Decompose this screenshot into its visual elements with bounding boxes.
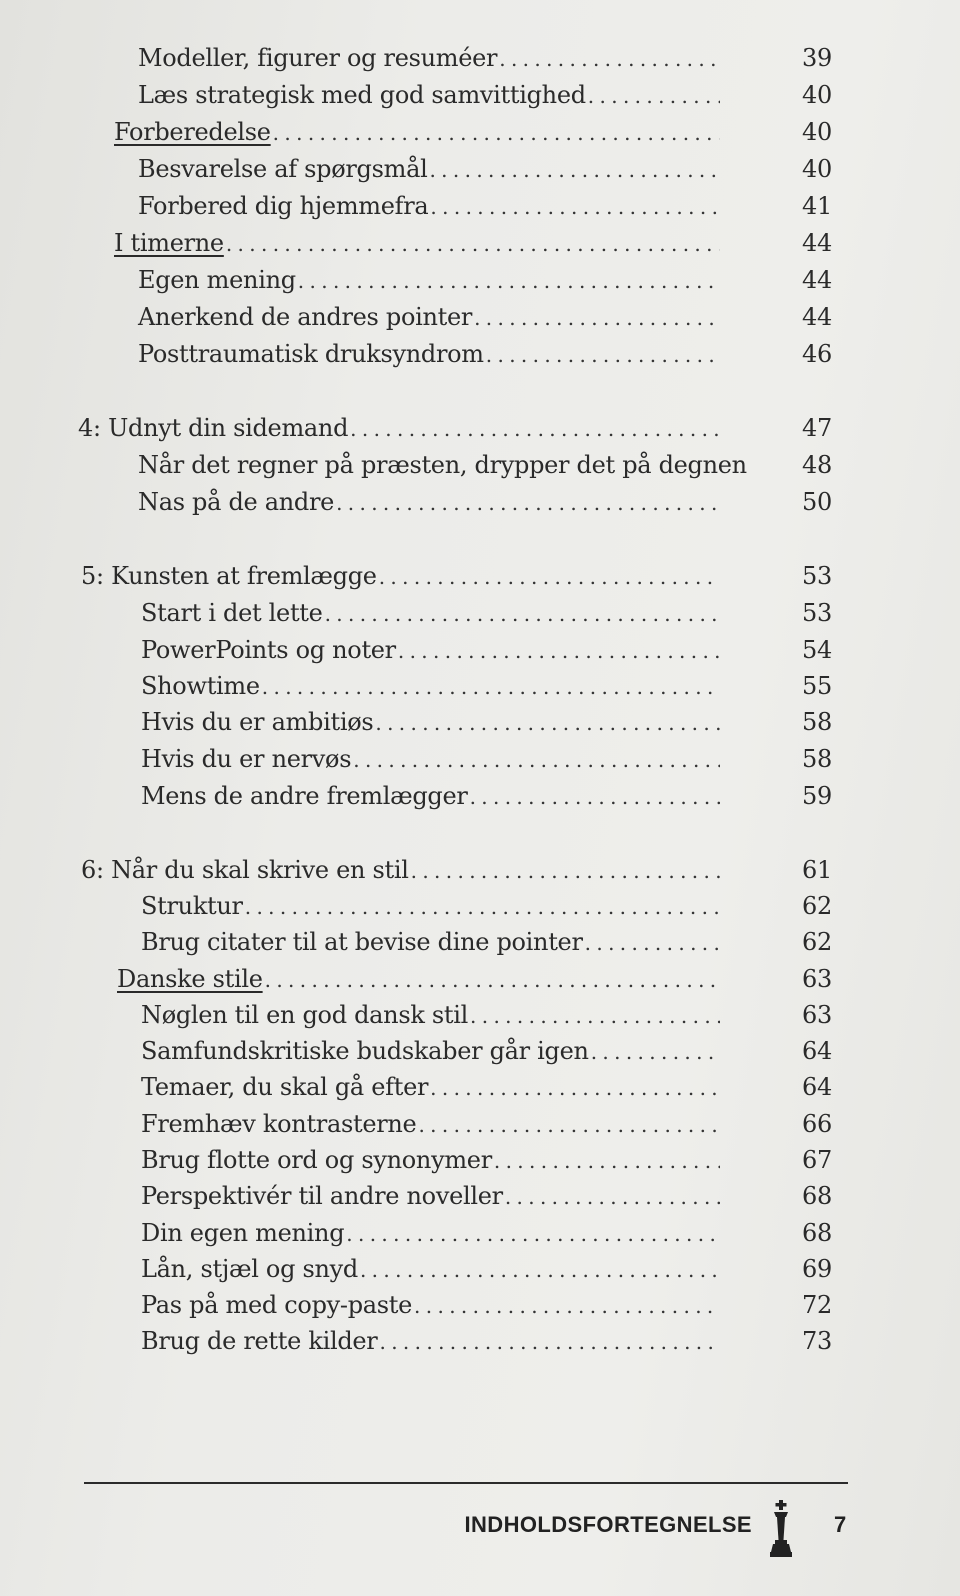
toc-page-number: 66	[802, 1110, 832, 1138]
toc-subsection-entry	[141, 1255, 832, 1289]
toc-leader-dots	[418, 1113, 720, 1137]
toc-page-number: 50	[802, 488, 832, 516]
toc-leader-dots	[494, 1149, 720, 1173]
toc-subsection-entry	[138, 340, 832, 374]
toc-leader-dots	[470, 785, 720, 809]
toc-entry-label: Anerkend de andres pointer	[138, 303, 473, 331]
toc-entry-label: Mens de andre fremlægger	[141, 782, 468, 810]
toc-entry-label: Temaer, du skal gå efter	[141, 1073, 429, 1101]
toc-page-number: 64	[802, 1073, 832, 1101]
toc-page-number: 63	[802, 1001, 832, 1029]
toc-entry-label: Posttraumatisk druksyndrom	[138, 340, 484, 368]
toc-leader-dots	[265, 968, 720, 992]
toc-entry-label: Læs strategisk med god samvittighed	[138, 81, 586, 109]
toc-leader-dots	[360, 1258, 720, 1282]
toc-subsection-entry	[141, 1110, 832, 1144]
toc-subsection-entry	[141, 782, 832, 816]
toc-subsection-entry	[141, 1001, 832, 1035]
toc-leader-dots	[262, 675, 720, 699]
toc-page-number: 67	[802, 1146, 832, 1174]
toc-entry-label: Modeller, figurer og resuméer	[138, 44, 498, 72]
toc-leader-dots	[430, 1076, 720, 1100]
toc-chapter-entry	[81, 856, 832, 890]
toc-subsection-entry	[141, 708, 832, 742]
toc-subsection-entry	[138, 266, 832, 300]
toc-subsection-entry	[138, 155, 832, 189]
toc-subsection-entry	[141, 599, 832, 633]
toc-entry-label: Hvis du er ambitiøs	[141, 708, 374, 736]
toc-entry-label: Pas på med copy-paste	[141, 1291, 413, 1319]
toc-leader-dots	[429, 158, 720, 182]
chess-king-icon	[768, 1500, 794, 1558]
toc-chapter-entry	[78, 414, 832, 448]
toc-leader-dots	[499, 47, 720, 71]
toc-page-number: 44	[802, 303, 832, 331]
toc-page-number: 48	[802, 451, 832, 479]
toc-page-number: 63	[802, 965, 832, 993]
toc-leader-dots	[325, 602, 720, 626]
toc-page-number: 53	[802, 599, 832, 627]
toc-subsection-entry	[141, 1146, 832, 1180]
toc-page-number: 73	[802, 1327, 832, 1355]
footer-rule	[84, 1482, 848, 1484]
toc-subsection-entry	[141, 1219, 832, 1253]
toc-section-entry	[117, 965, 832, 999]
toc-leader-dots	[380, 1330, 721, 1354]
toc-leader-dots	[591, 1040, 720, 1064]
toc-page-number: 41	[802, 192, 832, 220]
toc-leader-dots	[430, 195, 720, 219]
toc-page-number: 72	[802, 1291, 832, 1319]
toc-page-number: 54	[802, 636, 832, 664]
toc-entry-label: Struktur	[141, 892, 243, 920]
toc-page-number: 40	[802, 118, 832, 146]
toc-page-number: 58	[802, 745, 832, 773]
toc-page-number: 44	[802, 266, 832, 294]
toc-entry-label: 5: Kunsten at fremlægge	[81, 562, 377, 590]
toc-subsection-entry	[141, 1037, 832, 1071]
toc-entry-label: Perspektivér til andre noveller	[141, 1182, 503, 1210]
toc-leader-dots	[588, 84, 720, 108]
toc-page-number: 69	[802, 1255, 832, 1283]
toc-subsection-entry	[141, 1327, 832, 1361]
toc-subsection-entry	[138, 451, 832, 485]
toc-page-number: 64	[802, 1037, 832, 1065]
toc-page-number: 39	[802, 44, 832, 72]
toc-entry-label: I timerne	[114, 229, 224, 257]
toc-subsection-entry	[138, 81, 832, 115]
toc-subsection-entry	[141, 636, 832, 670]
toc-page-number: 59	[802, 782, 832, 810]
toc-page-number: 62	[802, 928, 832, 956]
toc-leader-dots	[226, 232, 720, 256]
toc-entry-label: Nøglen til en god dansk stil	[141, 1001, 469, 1029]
toc-subsection-entry	[141, 1291, 832, 1325]
toc-entry-label: Lån, stjæl og snyd	[141, 1255, 358, 1283]
toc-leader-dots	[486, 343, 720, 367]
toc-subsection-entry	[141, 1073, 832, 1107]
toc-leader-dots	[411, 859, 720, 883]
toc-subsection-entry	[141, 928, 832, 962]
toc-leader-dots	[398, 639, 720, 663]
toc-leader-dots	[379, 565, 720, 589]
toc-entry-label: Brug citater til at bevise dine pointer	[141, 928, 583, 956]
toc-leader-dots	[375, 711, 720, 735]
toc-leader-dots	[474, 306, 720, 330]
toc-entry-label: 6: Når du skal skrive en stil	[81, 856, 409, 884]
toc-subsection-entry	[141, 745, 832, 779]
toc-subsection-entry	[141, 672, 832, 706]
toc-page-number: 58	[802, 708, 832, 736]
toc-leader-dots	[470, 1004, 720, 1028]
toc-leader-dots	[585, 931, 720, 955]
page-number: 7	[834, 1512, 847, 1537]
toc-entry-label: Når det regner på præsten, drypper det på degnen	[138, 451, 747, 479]
toc-entry-label: Forbered dig hjemmefra	[138, 192, 429, 220]
toc-subsection-entry	[138, 303, 832, 337]
toc-entry-label: Samfundskritiske budskaber går igen	[141, 1037, 589, 1065]
toc-leader-dots	[336, 491, 720, 515]
toc-entry-label: 4: Udnyt din sidemand	[78, 414, 349, 442]
toc-leader-dots	[298, 269, 720, 293]
toc-page-number: 55	[802, 672, 832, 700]
toc-entry-label: Showtime	[141, 672, 260, 700]
toc-entry-label: Brug flotte ord og synonymer	[141, 1146, 492, 1174]
toc-leader-dots	[245, 895, 720, 919]
toc-entry-label: Hvis du er nervøs	[141, 745, 352, 773]
toc-subsection-entry	[138, 192, 832, 226]
toc-entry-label: Forberedelse	[114, 118, 271, 146]
toc-entry-label: Nas på de andre	[138, 488, 335, 516]
toc-subsection-entry	[141, 1182, 832, 1216]
toc-page-number: 40	[802, 81, 832, 109]
toc-page-number: 47	[802, 414, 832, 442]
toc-subsection-entry	[138, 488, 832, 522]
toc-entry-label: PowerPoints og noter	[141, 636, 396, 664]
toc-entry-label: Egen mening	[138, 266, 296, 294]
toc-entry-label: Danske stile	[117, 965, 263, 993]
toc-section-entry	[114, 229, 832, 263]
toc-leader-dots	[350, 417, 720, 441]
toc-leader-dots	[273, 121, 720, 145]
toc-subsection-entry	[138, 44, 832, 78]
toc-leader-dots	[414, 1294, 720, 1318]
toc-page-number: 44	[802, 229, 832, 257]
toc-page-number: 46	[802, 340, 832, 368]
toc-entry-label: Besvarelse af spørgsmål	[138, 155, 428, 183]
toc-page-number: 68	[802, 1182, 832, 1210]
toc-page-number: 68	[802, 1219, 832, 1247]
toc-page-number: 62	[802, 892, 832, 920]
toc-page-number: 40	[802, 155, 832, 183]
toc-entry-label: Din egen mening	[141, 1219, 345, 1247]
toc-entry-label: Fremhæv kontrasterne	[141, 1110, 417, 1138]
toc-chapter-entry	[81, 562, 832, 596]
footer-title: INDHOLDSFORTEGNELSE	[464, 1512, 752, 1537]
toc-leader-dots	[505, 1185, 720, 1209]
toc-entry-label: Start i det lette	[141, 599, 323, 627]
toc-page-number: 53	[802, 562, 832, 590]
toc-page-number: 61	[802, 856, 832, 884]
toc-subsection-entry	[141, 892, 832, 926]
toc-leader-dots	[346, 1222, 720, 1246]
toc-entry-label: Brug de rette kilder	[141, 1327, 378, 1355]
toc-leader-dots	[353, 748, 720, 772]
toc-section-entry	[114, 118, 832, 152]
